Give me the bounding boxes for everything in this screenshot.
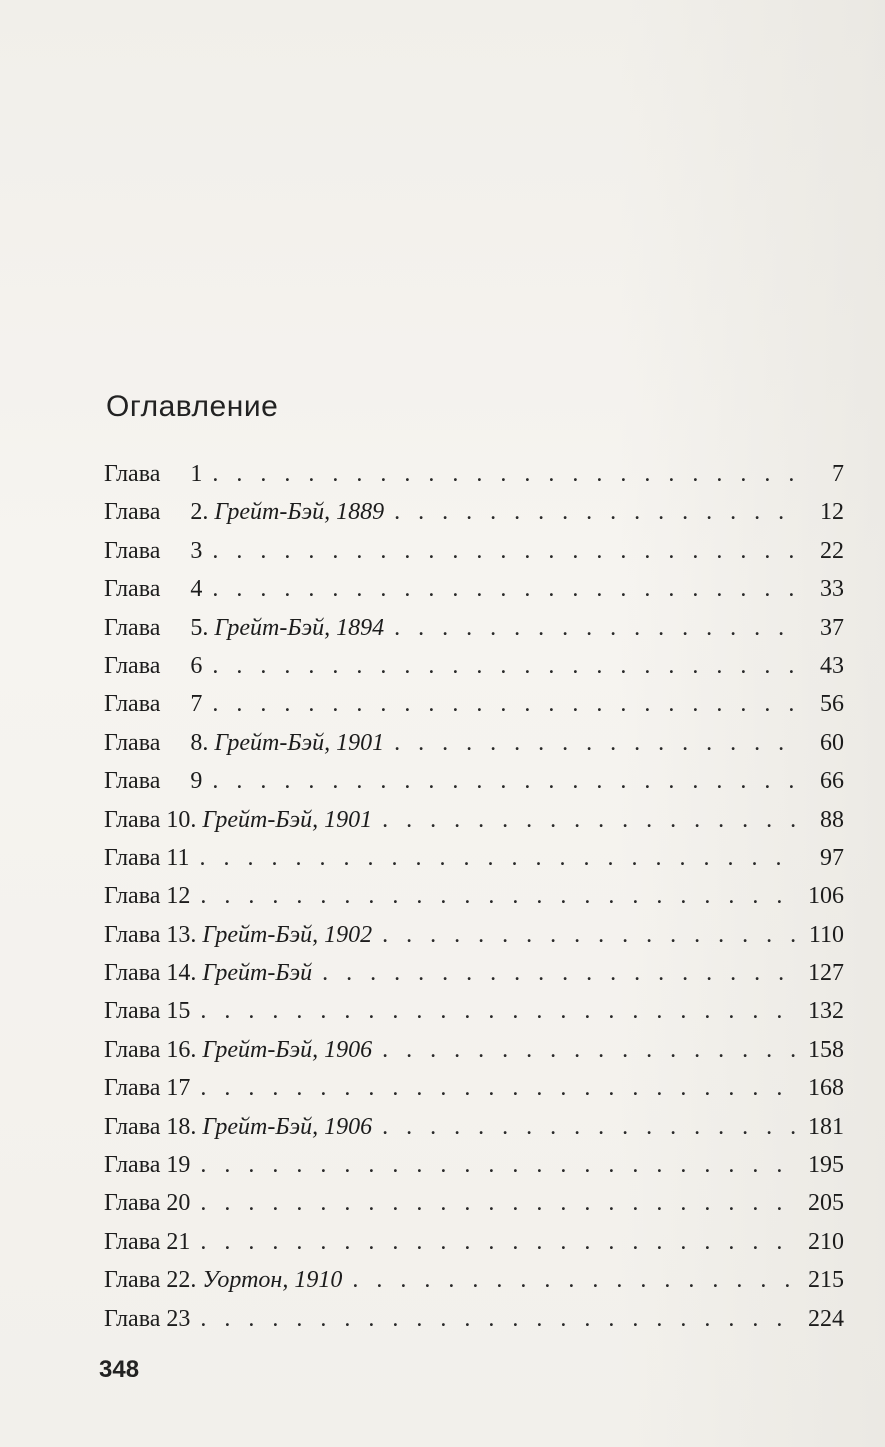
toc-entry [104,839,844,877]
chapter-label: Глава [104,883,161,910]
chapter-number: 4 [190,576,203,603]
chapter-label: Глава [104,652,161,679]
chapter-label: Глава [104,691,161,718]
chapter-label: Глава [104,960,161,987]
chapter-page: 88 [820,806,844,833]
chapter-title: Грейт-Бэй, 1889 [214,499,385,526]
toc-entry [104,916,844,954]
dot-leader [382,916,798,954]
toc-entry [104,532,844,570]
chapter-label: Глава [104,499,161,526]
dot-leader [382,801,798,839]
chapter-title: Грейт-Бэй, 1901 [214,729,385,756]
chapter-page: 127 [808,960,844,987]
chapter-title: Грейт-Бэй, 1894 [214,614,385,641]
chapter-number: 8. [190,729,209,756]
chapter-number: 1 [190,461,203,487]
chapter-title: Грейт-Бэй, 1906 [202,1036,373,1063]
toc-entry [104,1184,844,1222]
chapter-page: 110 [808,921,844,948]
chapter-page: 97 [820,844,844,871]
chapter-number: 13. [166,921,197,948]
chapter-label: Глава [104,1267,161,1294]
chapter-page: 56 [820,691,844,718]
chapter-title: Грейт-Бэй [202,960,313,987]
chapter-label: Глава [104,729,161,756]
dot-leader [200,1223,798,1261]
chapter-page: 60 [820,729,844,756]
chapter-number: 11 [166,844,190,871]
chapter-page: 12 [820,499,844,526]
dot-leader [212,685,798,723]
toc-entry [104,801,844,839]
dot-leader [352,1261,798,1299]
chapter-number: 17 [166,1075,191,1102]
chapter-number: 19 [166,1152,191,1179]
chapter-number: 21 [166,1228,191,1255]
chapter-page: 106 [808,883,844,910]
chapter-page: 195 [808,1152,844,1179]
chapter-page: 205 [808,1190,844,1217]
chapter-page: 181 [808,1113,844,1140]
chapter-label: Глава [104,1113,161,1140]
chapter-number: 10. [166,806,197,833]
dot-leader [394,724,798,762]
dot-leader [200,992,798,1030]
chapter-number: 5. [190,614,209,641]
dot-leader [212,532,798,570]
chapter-label: Глава [104,768,161,795]
chapter-label: Глава [104,461,161,487]
toc-entry [104,1261,844,1299]
dot-leader [212,647,798,685]
toc-heading: Оглавление [106,390,279,423]
chapter-label: Глава [104,537,161,564]
toc-entry [104,1069,844,1107]
dot-leader [200,877,798,915]
toc-entry [104,954,844,992]
chapter-number: 20 [166,1190,191,1217]
chapter-page: 210 [808,1228,844,1255]
chapter-page: 7 [832,461,844,487]
dot-leader [322,954,798,992]
chapter-label: Глава [104,1075,161,1102]
chapter-number: 9 [190,768,203,795]
toc-entry [104,455,844,493]
dot-leader [200,1300,798,1338]
toc-entry [104,570,844,608]
toc-entry [104,685,844,723]
page-number: 348 [99,1356,140,1383]
chapter-label: Глава [104,1305,161,1332]
chapter-number: 6 [190,652,203,679]
chapter-page: 132 [808,998,844,1025]
chapter-page: 33 [820,576,844,603]
chapter-title: Грейт-Бэй, 1906 [202,1113,373,1140]
chapter-number: 16. [166,1036,197,1063]
toc-entry [104,1108,844,1146]
chapter-title: Уортон, 1910 [202,1267,343,1294]
chapter-number: 22. [166,1267,197,1294]
chapter-page: 37 [820,614,844,641]
chapter-page: 168 [808,1075,844,1102]
chapter-page: 215 [808,1267,844,1294]
dot-leader [200,1146,798,1184]
chapter-title: Грейт-Бэй, 1901 [202,806,373,833]
toc-entry [104,493,844,531]
chapter-number: 3 [190,537,203,564]
chapter-label: Глава [104,921,161,948]
toc-entry [104,992,844,1030]
toc-entry [104,1031,844,1069]
dot-leader [382,1031,798,1069]
chapter-number: 2. [190,499,209,526]
toc-entry [104,609,844,647]
dot-leader [212,455,798,493]
dot-leader [212,570,798,608]
toc-entry [104,762,844,800]
dot-leader [394,609,798,647]
dot-leader [199,839,798,877]
chapter-label: Глава [104,1152,161,1179]
chapter-label: Глава [104,1228,161,1255]
chapter-label: Глава [104,576,161,603]
chapter-label: Глава [104,806,161,833]
chapter-label: Глава [104,844,161,871]
chapter-title: Грейт-Бэй, 1902 [202,921,373,948]
toc-entry [104,1223,844,1261]
toc-entry [104,1146,844,1184]
chapter-label: Глава [104,998,161,1025]
dot-leader [200,1184,798,1222]
dot-leader [200,1069,798,1107]
toc-entry [104,647,844,685]
chapter-label: Глава [104,1036,161,1063]
chapter-number: 12 [166,883,191,910]
chapter-number: 14. [166,960,197,987]
dot-leader [394,493,798,531]
chapter-page: 43 [820,652,844,679]
dot-leader [382,1108,798,1146]
toc-entry [104,1300,844,1338]
chapter-number: 18. [166,1113,197,1140]
chapter-number: 15 [166,998,191,1025]
toc-entry [104,724,844,762]
chapter-number: 23 [166,1305,191,1332]
dot-leader [212,762,798,800]
toc-entry [104,877,844,915]
chapter-page: 22 [820,537,844,564]
chapter-page: 66 [820,768,844,795]
chapter-number: 7 [190,691,203,718]
chapter-page: 158 [808,1036,844,1063]
toc-list [104,455,844,1338]
chapter-page: 224 [808,1305,844,1332]
chapter-label: Глава [104,614,161,641]
chapter-label: Глава [104,1190,161,1217]
